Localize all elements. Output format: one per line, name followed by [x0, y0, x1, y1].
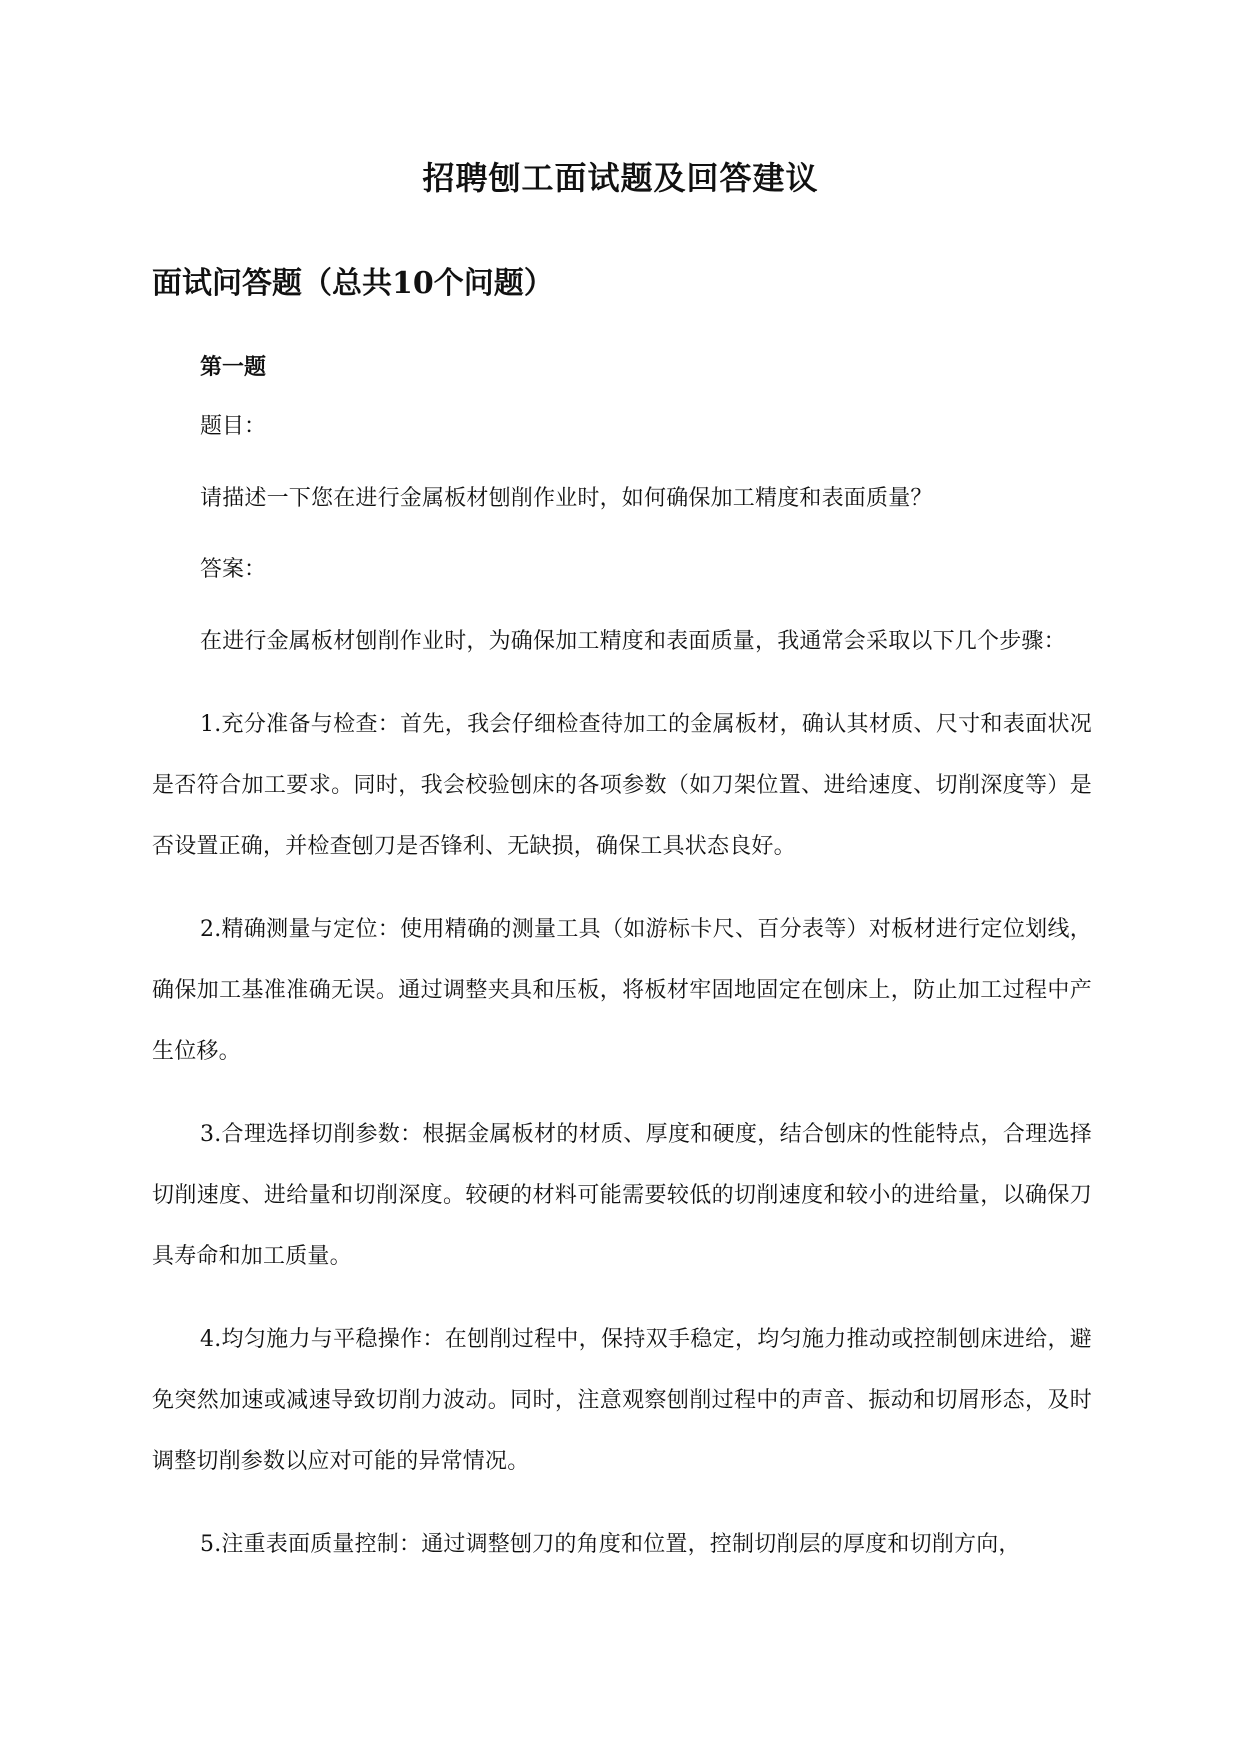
section-heading: 面试问答题（总共10个问题） — [152, 266, 554, 301]
answer-step: 1.充分准备与检查：首先，我会仔细检查待加工的金属板材，确认其材质、尺寸和表面状况是否符合加工要求。同时，我会校验刨床的各项参数（如刀架位置、进给速度、切削深度等）是否设置正确，并检查刨刀是否锋利、无缺损，确保工具状态良好。 — [152, 712, 1092, 859]
question-heading: 第一题 — [200, 354, 267, 380]
question-text: 请描述一下您在进行金属板材刨削作业时，如何确保加工精度和表面质量？ — [200, 486, 933, 511]
answer-step: 4.均匀施力与平稳操作：在刨削过程中，保持双手稳定，均匀施力推动或控制刨床进给，避免突然加速或减速导致切削力波动。同时，注意观察刨削过程中的声音、振动和切屑形态，及时调整切削参数以应对可能的异常情况。 — [152, 1327, 1092, 1474]
answer-label: 答案： — [200, 557, 267, 582]
question-label: 题目： — [200, 414, 267, 439]
question-block — [152, 348, 1092, 1575]
answer-step: 2.精确测量与定位：使用精确的测量工具（如游标卡尺、百分表等）对板材进行定位划线，确保加工基准准确无误。通过调整夹具和压板，将板材牢固地固定在刨床上，防止加工过程中产生位移。 — [152, 917, 1092, 1064]
document-title: 招聘刨工面试题及回答建议 — [422, 159, 819, 197]
answer-intro: 在进行金属板材刨削作业时，为确保加工精度和表面质量，我通常会采取以下几个步骤： — [200, 629, 1066, 654]
answer-step: 3.合理选择切削参数：根据金属板材的材质、厚度和硬度，结合刨床的性能特点，合理选择切削速度、进给量和切削深度。较硬的材料可能需要较低的切削速度和较小的进给量，以确保刀具寿命和加工质量。 — [152, 1122, 1092, 1269]
answer-step: 5.注重表面质量控制：通过调整刨刀的角度和位置，控制切削层的厚度和切削方向， — [200, 1532, 1021, 1557]
